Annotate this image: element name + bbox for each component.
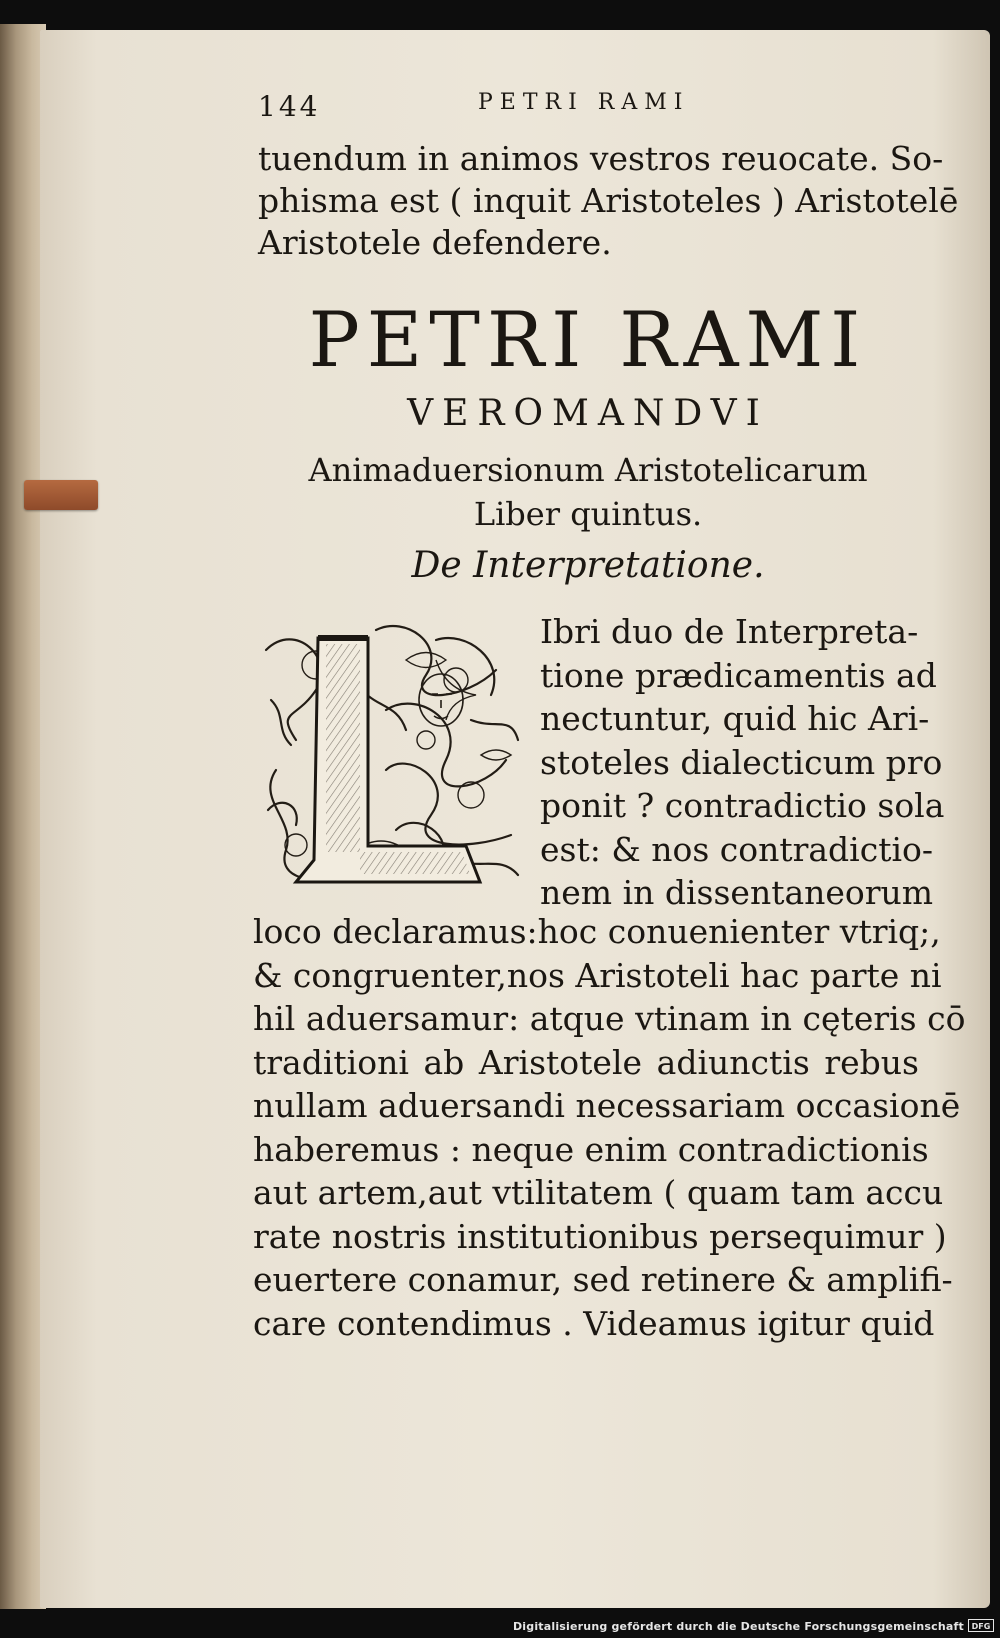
running-head bbox=[258, 90, 918, 124]
dfg-logo: DFG bbox=[968, 1619, 994, 1632]
body-text bbox=[253, 910, 966, 1345]
decorated-initial bbox=[256, 620, 526, 892]
running-title: PETRI RAMI bbox=[478, 90, 690, 115]
text-line: ponit ? contradictio sola bbox=[540, 786, 945, 825]
previous-text bbox=[258, 138, 959, 264]
title-work: Animaduersionum Aristotelicarum bbox=[308, 451, 868, 489]
text-line: stoteles dialecticum pro bbox=[540, 742, 943, 782]
text-line: Ibri duo de Interpreta- bbox=[540, 612, 919, 651]
text-line: tione prædicamentis ad bbox=[540, 655, 937, 695]
text-line: nectuntur, quid hic Ari- bbox=[540, 699, 930, 738]
text-line: haberemus : neque enim contradictionis bbox=[253, 1129, 929, 1169]
text-line: loco declaramus:hoc conuenienter vtriq;, bbox=[253, 912, 941, 951]
text-line: euertere conamur, sed retinere & amplifi- bbox=[253, 1260, 953, 1299]
initial-adjacent-text bbox=[540, 610, 945, 915]
title-sub: VEROMANDVI bbox=[407, 393, 769, 434]
text-line: & congruenter,nos Aristoteli hac parte ni bbox=[253, 955, 942, 995]
section-heading: De Interpretatione. bbox=[411, 545, 765, 586]
text-line: care contendimus . Videamus igitur quid bbox=[253, 1303, 935, 1343]
title-book: Liber quintus. bbox=[473, 495, 703, 533]
text-line: rate nostris institutionibus persequimur ) bbox=[253, 1216, 947, 1256]
text-line: hil aduersamur: atque vtinam in cęteris cō bbox=[253, 999, 966, 1038]
text-line: Aristotele defendere. bbox=[258, 223, 612, 262]
text-line: aut artem,aut vtilitatem ( quam tam accu bbox=[253, 1173, 944, 1212]
text-line: est: & nos contradictio- bbox=[540, 829, 934, 869]
text-line: phisma est ( inquit Aristoteles ) Aristotelē bbox=[258, 181, 959, 220]
text-line: traditioni ab Aristotele adiunctis rebus bbox=[253, 1042, 919, 1082]
page-number: 144 bbox=[258, 90, 321, 123]
initial-letter-l-icon bbox=[256, 620, 526, 892]
text-line: tuendum in animos vestros reuocate. So- bbox=[258, 139, 944, 178]
footer-credit: Digitalisierung gefördert durch die Deutsche Forschungsgemeinschaft bbox=[512, 1620, 964, 1633]
bookmark-tab bbox=[24, 480, 98, 510]
title-main: PETRI RAMI bbox=[308, 295, 868, 384]
text-line: nem in dissentaneorum bbox=[540, 873, 934, 912]
text-line: nullam aduersandi necessariam occasionē bbox=[253, 1086, 961, 1125]
